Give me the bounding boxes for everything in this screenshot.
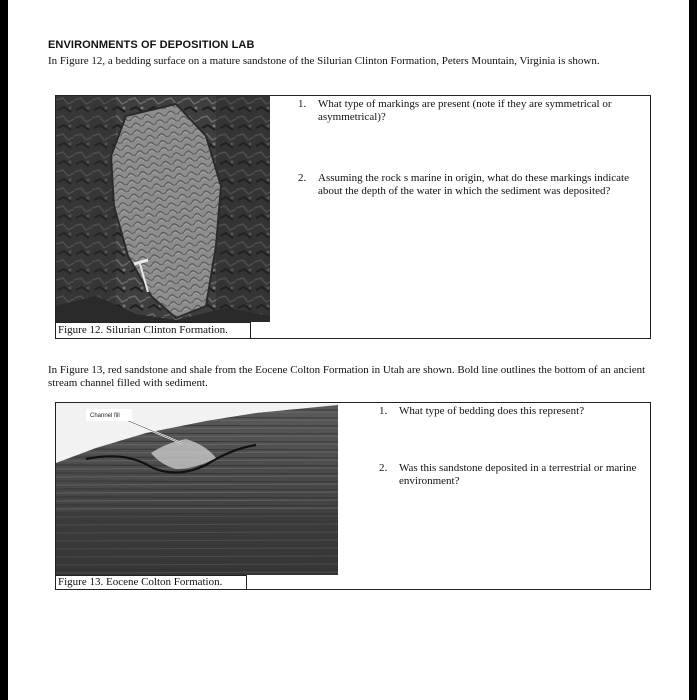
- question-text: What type of markings are present (note if they are symmetrical or asymmetrical)?: [318, 98, 612, 123]
- figure13-caption: Figure 13. Eocene Colton Formation.: [56, 575, 247, 589]
- document-page: [8, 0, 689, 700]
- second-paragraph: In Figure 13, red sandstone and shale from the Eocene Colton Formation in Utah are shown. Bold line outlines the bottom of an ancient stream channel filled with sediment.: [48, 364, 646, 389]
- question-number: 1.: [298, 98, 307, 110]
- figure13-box: [55, 402, 651, 590]
- question-number: 2.: [298, 172, 307, 184]
- channel-fill-label: Channel fill: [90, 413, 120, 419]
- lab-title: ENVIRONMENTS OF DEPOSITION LAB: [48, 39, 255, 51]
- question-number: 1.: [379, 405, 388, 417]
- figure12-box: [55, 95, 651, 339]
- question-text: Was this sandstone deposited in a terrestrial or marine environment?: [399, 462, 637, 487]
- figure12-photo: [56, 96, 270, 322]
- figure12-caption: Figure 12. Silurian Clinton Formation.: [56, 322, 251, 338]
- question-text: Assuming the rock s marine in origin, what do these markings indicate about the depth of the water in which the sediment was deposited?: [318, 172, 629, 197]
- question-text: What type of bedding does this represent?: [399, 405, 585, 417]
- intro-paragraph: In Figure 12, a bedding surface on a mature sandstone of the Silurian Clinton Formation, Peters Mountain, Virginia is shown.: [48, 55, 600, 67]
- question-number: 2.: [379, 462, 388, 474]
- figure13-photo: [56, 403, 338, 575]
